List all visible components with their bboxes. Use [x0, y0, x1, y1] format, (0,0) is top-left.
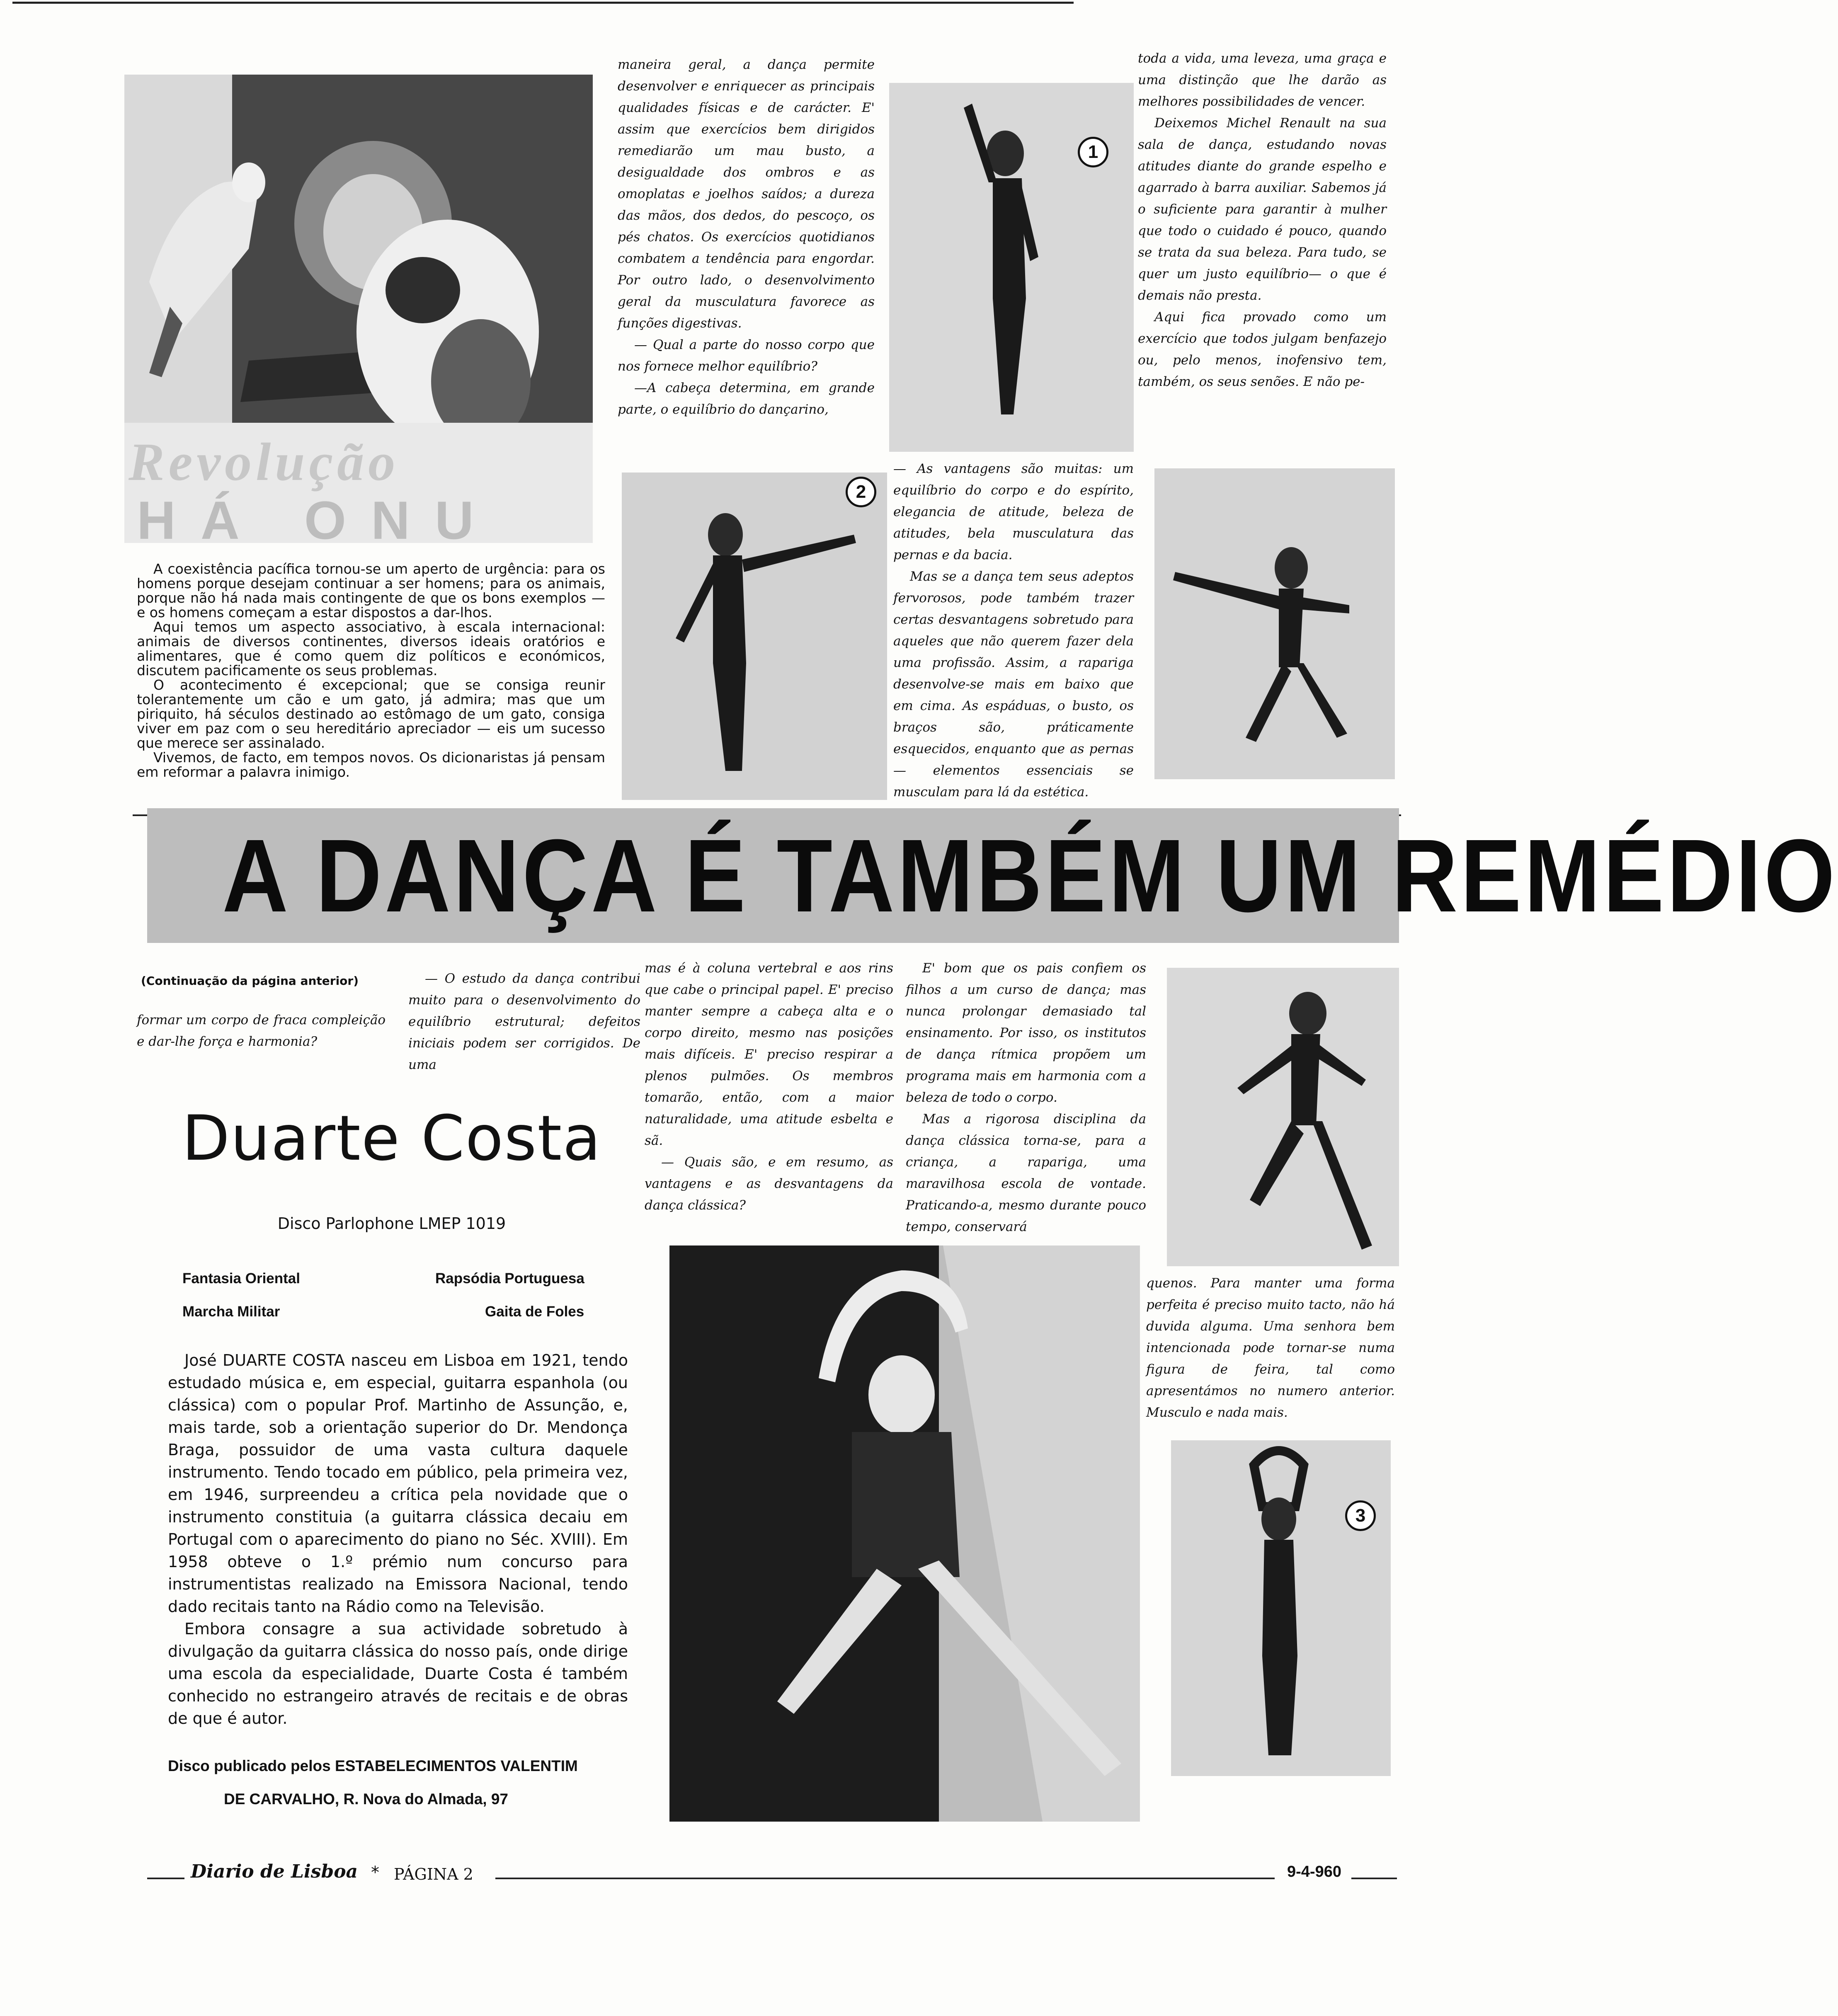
ballerina-photo — [669, 1245, 1140, 1822]
artist-name: Duarte Costa — [182, 1102, 602, 1175]
dance-col-c — [893, 458, 1134, 803]
dance-col-f — [645, 957, 893, 1216]
footer-star: * — [371, 1863, 379, 1882]
page-number: PÁGINA 2 — [394, 1865, 473, 1883]
dance-col-h — [1146, 1272, 1395, 1423]
footer-rule-right — [1351, 1878, 1397, 1879]
article-paragraph: toda a vida, uma leveza, uma graça e uma distinção que lhe darão as melhores possibilidades de vencer. — [1138, 51, 1387, 109]
dance-col-g — [906, 957, 1146, 1238]
article-paragraph: Mas a rigorosa disciplina da dança clássica torna-se, para a criança, a rapariga, uma maravilhosa escola de vontade. Praticando-a, mesmo durante pouco tempo, conservará — [906, 1112, 1146, 1234]
article-paragraph: formar um corpo de fraca compleição e dar-lhe força e harmonia? — [137, 1013, 386, 1049]
headline-text: A DANÇA É TAMBÉM UM REMÉDIO — [222, 818, 1838, 933]
dance-col-d — [137, 1009, 386, 1052]
article-paragraph: E' bom que os pais confiem os filhos a um curso de dança; mas nunca prolongar demasiado tal ensinamento. Por isso, os institutos de dança rítmica propõem um programa mais em harmonia com a beleza de todo o corpo. — [906, 961, 1146, 1105]
overlay-title-1: Revolução — [129, 432, 400, 492]
bio-paragraph: Embora consagre a sua actividade sobretudo à divulgação da guitarra clássica do nosso país, onde dirige uma escola da especialidade, Duarte Costa é também conhecido no estrangeiro através de recitais e de obras de que é autor. — [168, 1620, 628, 1728]
article-paragraph: — O estudo da dança contribui muito para o desenvolvimento do equilíbrio estrutural; defeitos iniciais podem ser corrigidos. De uma — [408, 971, 640, 1072]
dance-col-b — [1138, 48, 1387, 393]
top-border — [12, 2, 1074, 4]
track-3: Marcha Militar — [182, 1304, 280, 1320]
article-paragraph: Mas se a dança tem seus adeptos fervorosos, pode também trazer certas desvantagens sobretudo para aqueles que não querem fazer dela uma profissão. Assim, a rapariga desenvolve-se mais em baixo que em cima. As espáduas, o busto, os braços são, práticamente esquecidos, enquanto que as pernas — elementos essenciais se musculam para lá da estética. — [893, 569, 1134, 800]
dancer-photo-leap — [1154, 468, 1395, 779]
newspaper-name: Diario de Lisboa — [191, 1861, 358, 1882]
footer-rule-left — [147, 1878, 184, 1879]
issue-date: 9-4-960 — [1287, 1863, 1341, 1880]
headline-banner — [147, 808, 1838, 943]
dancer-photo-2 — [622, 472, 887, 800]
footer-rule-mid — [495, 1878, 1275, 1879]
bio-paragraph: José DUARTE COSTA nasceu em Lisboa em 1921, tendo estudado música e, em especial, guitarra espanhola (ou clássica) com o popular Prof. Martinho de Assunção, e, mais tarde, sob a orientação superior do Dr. Mendonça Braga, possuidor de uma vasta cultura daquele instrumento. Tendo tocado em público, pela primeira vez, em 1946, surpreendeu a crítica pela novidade que o instrumento constituia (a guitarra clássica decaiu em Portugal com o aparecimento do piano no Séc. XVIII). Em 1958 obteve o 1.º prémio num concurso para instrumentistas realizado na Emissora Nacional, tendo dado recitais tanto na Rádio como na Televisão. — [168, 1351, 628, 1616]
photo-number-2: 2 — [846, 477, 876, 507]
overlay-title-2: HÁ ONU — [137, 490, 499, 550]
dancer-photo-jump — [1167, 968, 1399, 1266]
article-paragraph: maneira geral, a dança permite desenvolver e enriquecer as principais qualidades físicas e de carácter. E' assim que exercícios bem dirigidos remediarão um mau busto, a desigualdade dos ombros e as omoplatas e joelhos saídos; a dureza das mãos, dos dedos, do pescoço, os pés chatos. Os exercícios quotidianos combatem a tendência para engordar. Por outro lado, o desenvolvimento geral da musculatura favorece as funções digestivas. — [618, 57, 875, 331]
article-paragraph: —A cabeça determina, em grande parte, o equilíbrio do dançarino, — [618, 380, 875, 417]
article-paragraph: — As vantagens são muitas: um equilíbrio do corpo e do espírito, elegancia de atitude, beleza de atitudes, bela musculatura das pernas e da bacia. — [893, 461, 1134, 562]
photo-number-1: 1 — [1078, 137, 1108, 167]
article-paragraph: — Quais são, e em resumo, as vantagens e as desvantagens da dança clássica? — [645, 1155, 893, 1213]
story-paragraph: Vivemos, de facto, em tempos novos. Os dicionaristas já pensam em reformar a palavra inimigo. — [137, 749, 605, 780]
photo-number-3: 3 — [1345, 1500, 1376, 1531]
publisher-line-2: DE CARVALHO, R. Nova do Almada, 97 — [224, 1791, 508, 1808]
publisher-line-1: Disco publicado pelos ESTABELECIMENTOS VALENTIM — [168, 1757, 578, 1774]
story-paragraph: O acontecimento é excepcional; que se consiga reunir tolerantemente um cão e um gato, já admira; mas que um piriquito, há séculos destinado ao estômago de um gato, consiga viver em paz com o seu hereditário apreciador — eis um sucesso que merece ser assinalado. — [137, 677, 605, 751]
story-paragraph: Aqui temos um aspecto associativo, à escala internacional: animais de diversos continentes, diversos ideais oratórios e alimentares, que é como quem diz políticos e económicos, discutem pacificamente os seus problemas. — [137, 619, 605, 678]
disc-number: Disco Parlophone LMEP 1019 — [277, 1214, 506, 1233]
article-paragraph: Deixemos Michel Renault na sua sala de dança, estudando novas atitudes diante do grande espelho e agarrado à barra auxiliar. Sabemos já o suficiente para garantir à mulher que todo o cuidado é pouco, quando se trata da sua beleza. Para tudo, se quer um justo equilíbrio— o que é demais não presta. — [1138, 116, 1387, 303]
article-paragraph: quenos. Para manter uma forma perfeita é preciso muito tacto, não há duvida alguma. Uma senhora bem intencionada pode tornar-se numa figura de feira, tal como apresentámos no numero anterior. Musculo e nada mais. — [1146, 1276, 1395, 1420]
coexistence-story — [137, 562, 605, 779]
dance-col-e — [408, 968, 640, 1076]
track-4: Gaita de Foles — [485, 1304, 584, 1320]
article-paragraph: — Qual a parte do nosso corpo que nos fornece melhor equilíbrio? — [618, 337, 875, 374]
article-paragraph: mas é à coluna vertebral e aos rins que cabe o principal papel. E' preciso manter sempre a cabeça alta e o corpo direito, mesmo nas posições mais difíceis. E' preciso respirar a plenos pulmões. Os membros tomarão, então, com a maior naturalidade, uma atitude esbelta e sã. — [645, 961, 893, 1148]
track-1: Fantasia Oriental — [182, 1270, 300, 1287]
artist-bio — [168, 1349, 628, 1730]
track-2: Rapsódia Portuguesa — [435, 1270, 584, 1287]
story-paragraph: A coexistência pacífica tornou-se um aperto de urgência: para os homens porque desejam continuar a ser homens; para os animais, porque não há nada mais contingente de que os bons exemplos — e os homens começam a estar dispostos a dar-lhos. — [137, 561, 605, 620]
dance-col-a — [618, 54, 875, 420]
continuation-label: (Continuação da página anterior) — [141, 974, 359, 988]
article-paragraph: Aqui fica provado como um exercício que todos julgam benfazejo ou, pelo menos, inofensivo tem, também, os seus senões. E não pe- — [1138, 310, 1387, 389]
dancer-photo-3 — [1171, 1440, 1391, 1776]
